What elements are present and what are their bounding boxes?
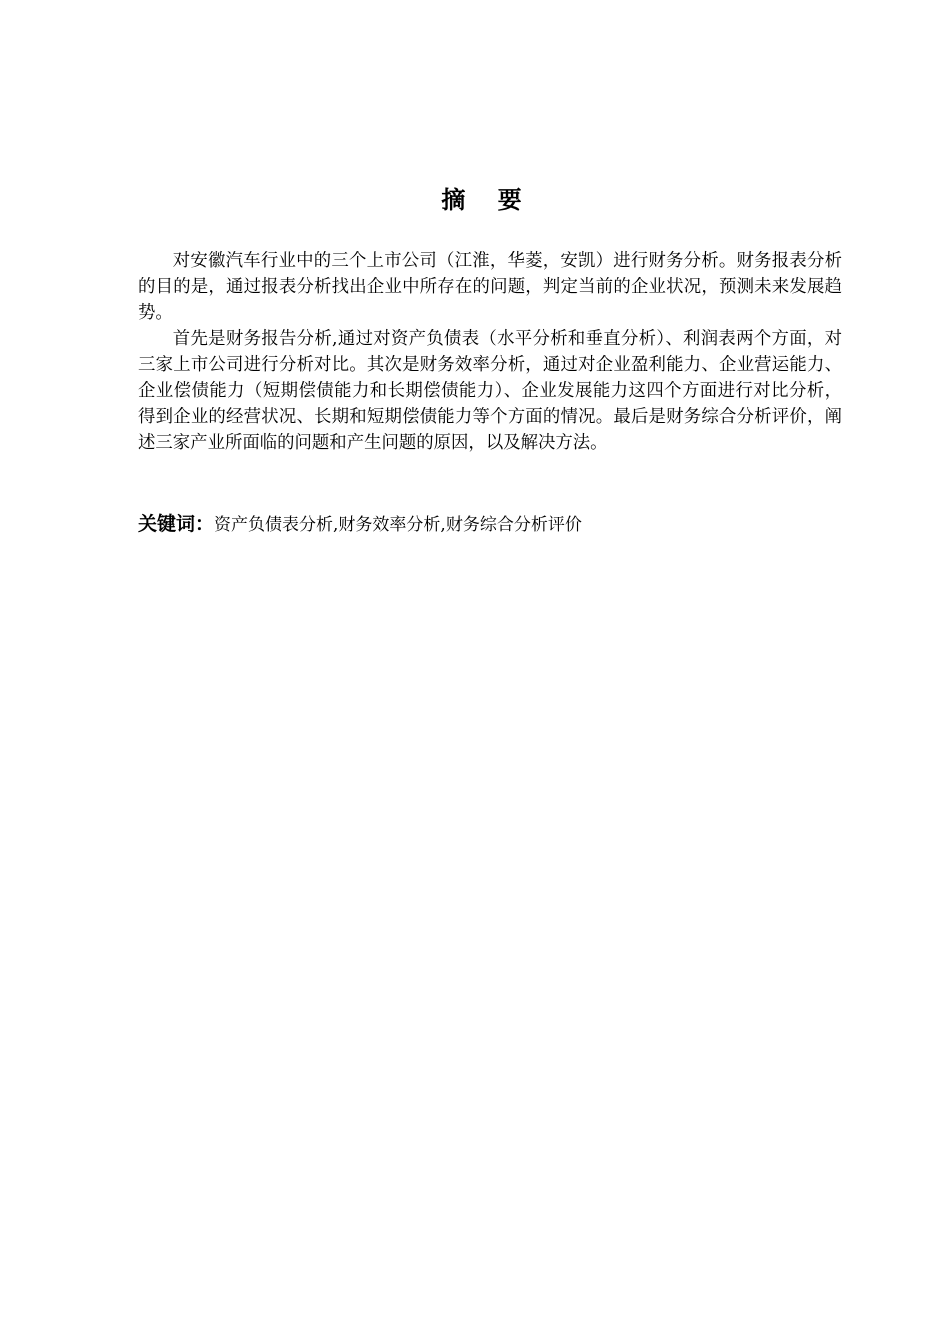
- abstract-paragraph-2: 首先是财务报告分析,通过对资产负债表（水平分析和垂直分析）、利润表两个方面，对三家上市公司进行分析对比。其次是财务效率分析，通过对企业盈利能力、企业营运能力、企业偿债能力（短期偿债能力和长期偿债能力）、企业发展能力这四个方面进行对比分析，得到企业的经营状况、长期和短期偿债能力等个方面的情况。最后是财务综合分析评价，阐述三家产业所面临的问题和产生问题的原因，以及解决方法。: [138, 329, 842, 453]
- abstract-body: [138, 248, 842, 456]
- abstract-title: 摘 要: [441, 186, 534, 214]
- abstract-paragraph-1: 对安徽汽车行业中的三个上市公司（江淮，华菱，安凯）进行财务分析。财务报表分析的目的是，通过报表分析找出企业中所存在的问题，判定当前的企业状况，预测未来发展趋势。: [138, 251, 842, 323]
- keywords-line: [138, 510, 842, 539]
- keywords-text: 资产负债表分析,财务效率分析,财务综合分析评价: [214, 515, 582, 535]
- keywords-label: 关键词：: [138, 513, 215, 535]
